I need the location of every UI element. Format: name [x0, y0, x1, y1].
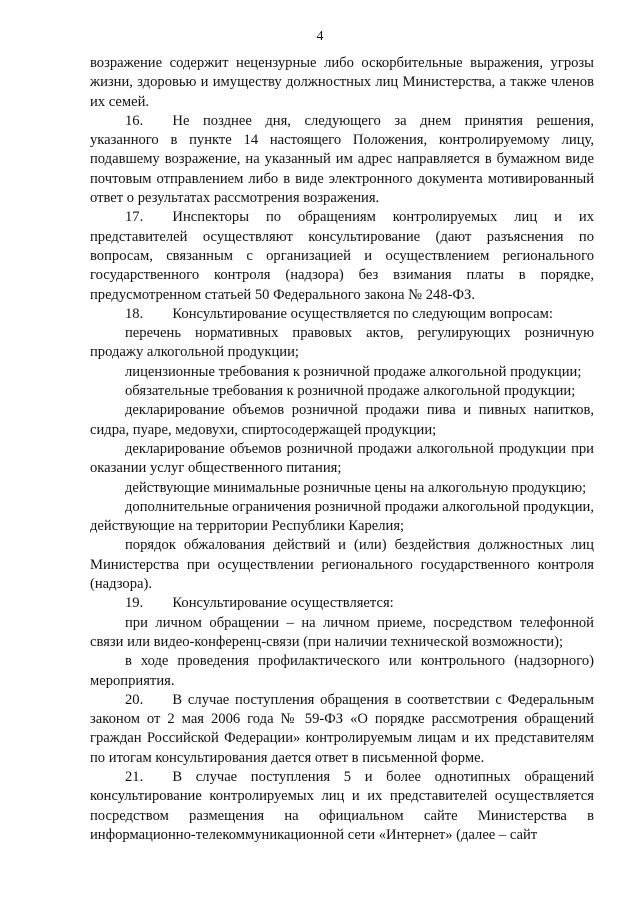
page-number: 4 — [316, 29, 324, 44]
list-item: в ходе проведения профилактического или контрольного (надзорного) мероприятия. — [90, 653, 594, 689]
paragraph-17: 17. Инспекторы по обращениям контролируемых лиц и их представителей осуществляют консультирование (дают разъяснения по вопросам, связанным с организацией и осуществлением регионального государственного контроля (надзора) без взимания платы в порядке, предусмотренном статьей 50 Федерального закона № 248-ФЗ. — [90, 209, 594, 303]
list-item: декларирование объемов розничной продажи алкогольной продукции при оказании услуг общественного питания; — [90, 440, 594, 477]
paragraph-continuation: возражение содержит нецензурные либо оскорбительные выражения, угрозы жизни, здоровью и имуществу должностных лиц Министерства, а также членов их семей. — [90, 55, 594, 110]
list-item: перечень нормативных правовых актов, регулирующих розничную продажу алкогольной продукции; — [90, 325, 594, 361]
paragraph-20: 20. В случае поступления обращения в соответствии с Федеральным законом от 2 мая 2006 года № 59-ФЗ «О порядке рассмотрения обращений граждан Российской Федерации» контролируемым лицам и их представителям по итогам консультирования дается ответ в письменной форме. — [90, 691, 594, 766]
list-item: обязательные требования к розничной продаже алкогольной продукции; — [125, 383, 576, 400]
list-item: декларирование объемов розничной продажи пива и пивных напитков, сидра, пуаре, медовухи, спиртосодержащей продукции; — [90, 402, 594, 438]
list-item: лицензионные требования к розничной продаже алкогольной продукции; — [125, 363, 582, 380]
list-item: дополнительные ограничения розничной продажи алкогольной продукции, действующие на территории Республики Карелия; — [90, 498, 594, 535]
paragraph-19: 19. Консультирование осуществляется: — [125, 595, 394, 612]
paragraph-18: 18. Консультирование осуществляется по следующим вопросам: — [125, 305, 553, 322]
list-item: действующие минимальные розничные цены на алкогольную продукцию; — [125, 479, 587, 496]
list-item: порядок обжалования действий и (или) бездействия должностных лиц Министерства при осуществлении регионального государственного контроля (надзора). — [90, 537, 594, 593]
paragraph-16: 16. Не позднее дня, следующего за днем принятия решения, указанного в пункте 14 настоящего Положения, контролируемому лицу, подавшему возражение, на указанный им адрес направляется в бумажном виде почтовым отправлением либо в виде электронного документа мотивированный ответ о результатах рассмотрения возражения. — [90, 112, 594, 207]
list-item: при личном обращении – на личном приеме, посредством телефонной связи или видео-конференц-связи (при наличии технической возможности); — [90, 614, 594, 650]
document-body — [90, 54, 594, 845]
paragraph-21: 21. В случае поступления 5 и более однотипных обращений консультирование контролируемых лиц и их представителей осуществляется посредством размещения на официальном сайте Министерства в информационно-телекоммуникационной сети «Интернет» (далее – сайт — [90, 768, 594, 843]
